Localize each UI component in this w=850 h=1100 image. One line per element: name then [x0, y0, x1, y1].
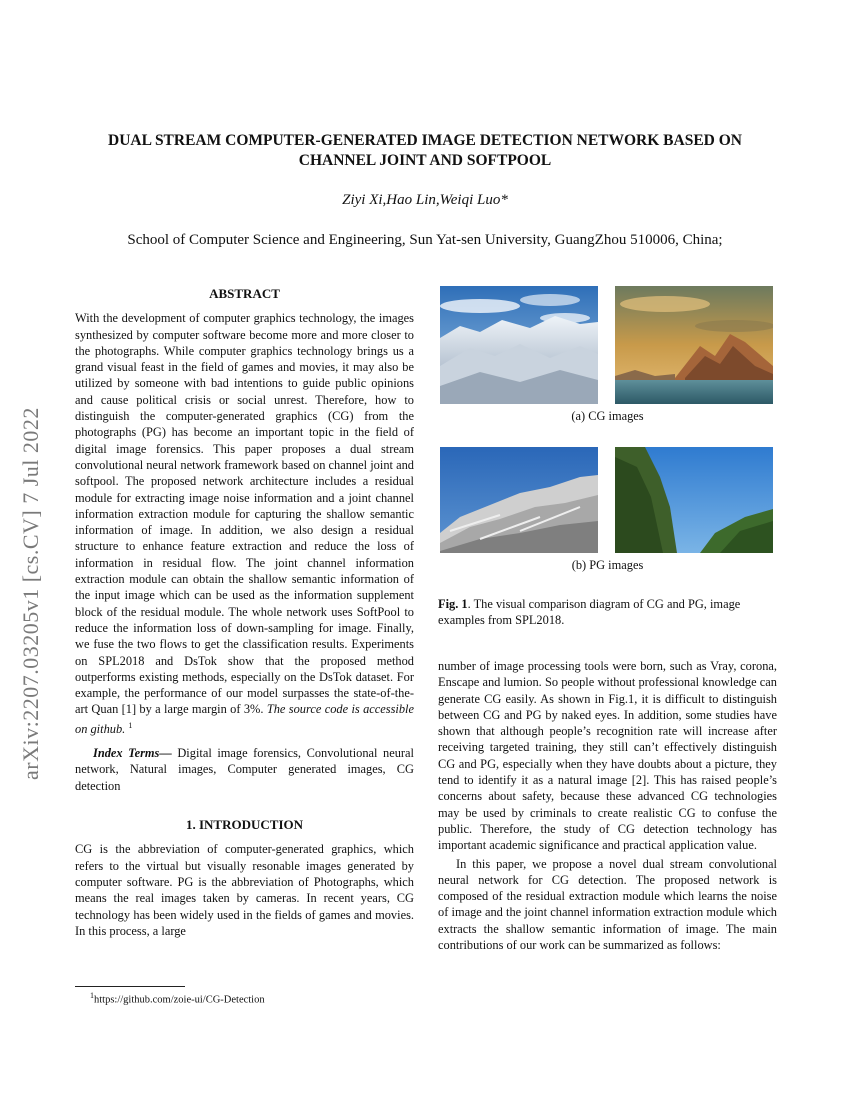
intro-right-para-1: number of image processing tools were born, such as Vray, corona, Enscape and lumion. So people without professional knowledge can generate CG easily. As shown in Fig.1, it is difficult to distinguish between CG and PG by naked eyes. In addition, some studies have shown that although people’s recognition rate will increase after receiving targeted training, they still can’t effectively distinguish CG and PG, especially when they have doubts about a picture, they tend to identify it as a natural image [2]. This has raised people’s concerns about safety, because these advanced CG technologies may be used by criminals to create realistic CG to confuse the public. Therefore, the study of CG detection technology has important academic significance and practical application value.: [438, 659, 777, 853]
abstract-heading: ABSTRACT: [209, 286, 280, 301]
abstract-text: With the development of computer graphics technology, the images synthesized by computer software become more and more closer to the photographs. While computer graphics technology brings us a grand visual feast in the field of games and movies, it may also be utilized by someone with bad intentions to guide public opinions and cause political crisis or social unrest. Therefore, how to distinguish the computer-generated graphics (CG) from the photographs (PG) has become an important topic in the field of digital image forensics. This paper proposes a dual stream convolutional neural network framework based on channel joint and softpool. The proposed network architecture includes a residual module for extracting image noise information and a joint channel information extraction module for capturing the shallow semantic information of image. In addition, we also design a residual structure to enhance feature extraction and reduce the loss of information in residual flow. The joint channel information extraction module can obtain the shallow semantic information of the input image which can be used as the information supplement block of the residual module. The whole network uses SoftPool to reduce the information loss of down-sampling for image. Finally, we fuse the two flows to get the classification results. Experiments on SPL2018 and DsTok show that the proposed method outperforms existing methods, especially on the DsTok dataset. For example, the performance of our model surpasses the state-of-the-art Quan [1] by a large margin of 3%.: [75, 311, 414, 717]
cg-image-desert-lake: [615, 286, 773, 404]
footnote: [90, 991, 265, 1006]
abstract-footnote-mark: 1: [128, 720, 133, 730]
figure-1-caption-text: . The visual comparison diagram of CG and PG, image examples from SPL2018.: [438, 597, 741, 628]
index-terms: [75, 745, 414, 794]
title-line-1: DUAL STREAM COMPUTER-GENERATED IMAGE DETECTION NETWORK BASED ON: [108, 132, 742, 149]
pg-image-rock-terraces: [440, 447, 598, 553]
right-column: [438, 658, 777, 953]
index-terms-label: Index Terms—: [93, 746, 172, 761]
intro-right-para-2: In this paper, we propose a novel dual stream convolutional neural network for CG detection. The proposed network is composed of the residual extraction module which learns the noise of image and the joint channel information extraction module which extracts the shallow semantic information of image. The main contributions of our work can be summarized as follows:: [438, 856, 777, 953]
title-line-2: CHANNEL JOINT AND SOFTPOOL: [298, 152, 552, 169]
figure-1-caption: [438, 596, 777, 629]
arxiv-identifier: arXiv:2207.03205v1 [cs.CV] 7 Jul 2022: [18, 407, 43, 780]
author-list: Ziyi Xi,Hao Lin,Weiqi Luo*: [342, 192, 508, 208]
footnote-mark: 1: [90, 991, 94, 1000]
affiliation: School of Computer Science and Engineering, Sun Yat-sen University, GuangZhou 510006, China;: [127, 232, 723, 248]
cg-image-snow-mountain: [440, 286, 598, 404]
pg-image-green-canyon: [615, 447, 773, 553]
footnote-rule: [75, 986, 185, 987]
left-column: [75, 286, 414, 939]
intro-left-text: CG is the abbreviation of computer-generated graphics, which refers to the virtual but visually resonable images generated by computer software. PG is the abbreviation of Photographs, which means the real images taken by cameras. In recent years, CG technology has been widely used in the fields of games and movies. In this process, a large: [75, 842, 414, 938]
figure-1-label: Fig. 1: [438, 597, 468, 611]
abstract-source-note: The source code is accessible on github.: [75, 702, 414, 736]
paper-title: [75, 131, 775, 171]
caption-pg-images: (b) PG images: [571, 558, 644, 572]
footnote-url[interactable]: https://github.com/zoie-ui/CG-Detection: [94, 994, 265, 1006]
intro-heading: 1. INTRODUCTION: [185, 817, 303, 833]
index-terms-text: Digital image forensics, Convolutional neural network, Natural images, Computer generated images, CG detection: [75, 746, 414, 793]
caption-cg-images: (a) CG images: [571, 409, 644, 423]
abstract-body: [75, 310, 414, 737]
